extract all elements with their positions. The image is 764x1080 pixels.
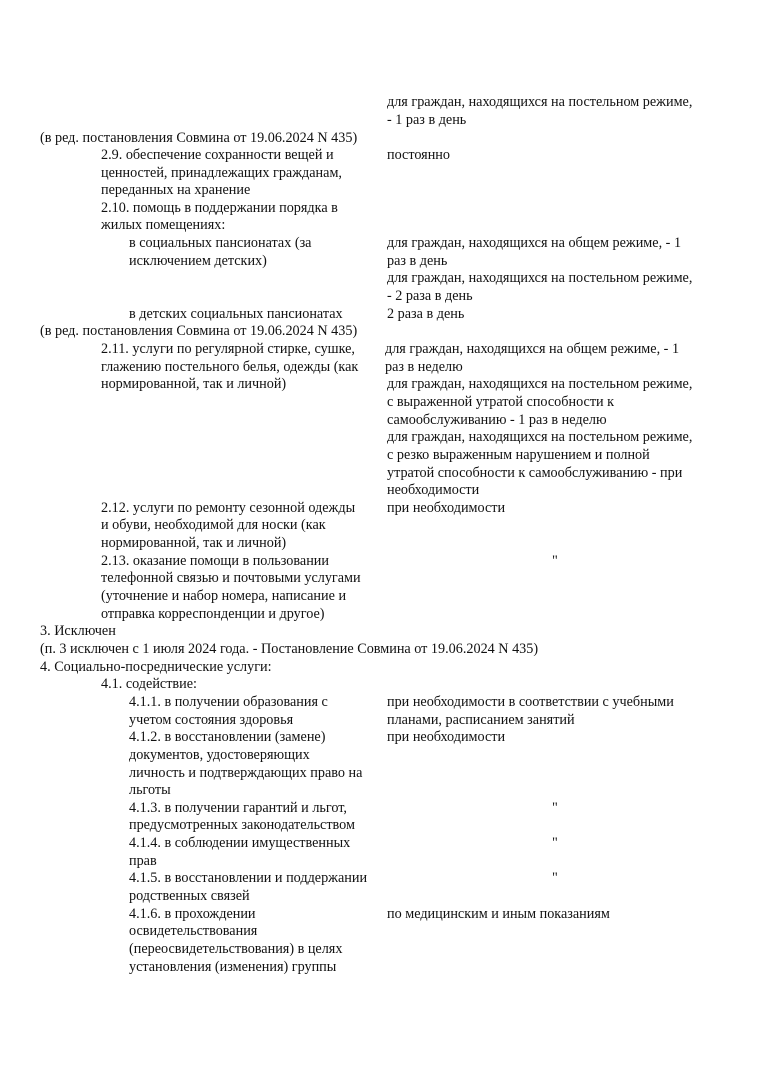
text-line: самообслуживанию - 1 раз в неделю [387,412,607,428]
text-line: переданных на хранение [101,182,251,198]
text-line: при необходимости в соответствии с учебными [387,694,674,710]
text-line: 4.1.4. в соблюдении имущественных [129,835,351,851]
text-line: 4.1.3. в получении гарантий и льгот, [129,800,347,816]
text-line: жилых помещениях: [101,217,226,233]
text-line: 2.13. оказание помощи в пользовании [101,553,329,569]
text-line: для граждан, находящихся на общем режиме, - 1 [385,341,680,357]
text-line: с резко выраженным нарушением и полной [387,447,650,463]
text-line: утратой способности к самообслуживанию - при [387,465,683,481]
text-line: родственных связей [129,888,250,904]
text-line: при необходимости [387,500,506,516]
ditto-mark: " [552,835,558,851]
edition-note: (в ред. постановления Совмина от 19.06.2024 N 435) [40,323,358,339]
text-line: для граждан, находящихся на постельном режиме, [387,270,693,286]
text-line: документов, удостоверяющих [129,747,310,763]
text-line: прав [129,853,157,869]
text-line: для граждан, находящихся на постельном режиме, [387,94,693,110]
text-line: 4.1. содействие: [101,676,197,692]
text-line: глажению постельного белья, одежды (как [101,359,359,375]
text-line: личность и подтверждающих право на [129,765,363,781]
text-line: льготы [129,782,171,798]
text-line: телефонной связью и почтовыми услугами [101,570,361,586]
text-line: предусмотренных законодательством [129,817,355,833]
text-line: раз в неделю [385,359,463,375]
text-line: по медицинским и иным показаниям [387,906,610,922]
text-line: 2.12. услуги по ремонту сезонной одежды [101,500,356,516]
text-line: и обуви, необходимой для носки (как [101,517,326,533]
text-line: освидетельствования [129,923,258,939]
text-line: 4.1.1. в получении образования с [129,694,328,710]
text-line: исключением детских) [129,253,267,269]
text-line: 4.1.6. в прохождении [129,906,256,922]
text-line: (уточнение и набор номера, написание и [101,588,347,604]
text-line: 2.11. услуги по регулярной стирке, сушке, [101,341,355,357]
text-line: с выраженной утратой способности к [387,394,615,410]
text-line: отправка корреспонденции и другое) [101,606,325,622]
ditto-mark: " [552,553,558,569]
text-line: (переосвидетельствования) в целях [129,941,343,957]
text-line: 4.1.2. в восстановлении (замене) [129,729,326,745]
text-line: 4.1.5. в восстановлении и поддержании [129,870,368,886]
ditto-mark: " [552,870,558,886]
text-line: для граждан, находящихся на постельном режиме, [387,376,693,392]
text-line: для граждан, находящихся на общем режиме, - 1 [387,235,682,251]
text-line: ценностей, принадлежащих гражданам, [101,165,342,181]
text-line: - 2 раза в день [387,288,473,304]
text-line: - 1 раз в день [387,112,467,128]
section-heading: 3. Исключен [40,623,116,639]
text-line: в детских социальных пансионатах [129,306,343,322]
text-line: в социальных пансионатах (за [129,235,312,251]
text-line: 2.10. помощь в поддержании порядка в [101,200,338,216]
text-line: учетом состояния здоровья [129,712,294,728]
text-line: раз в день [387,253,448,269]
edition-note: (п. 3 исключен с 1 июля 2024 года. - Постановление Совмина от 19.06.2024 N 435) [40,641,539,657]
text-line: 2 раза в день [387,306,465,322]
text-line: планами, расписанием занятий [387,712,575,728]
text-line: при необходимости [387,729,506,745]
text-line: необходимости [387,482,480,498]
text-line: нормированной, так и личной) [101,535,287,551]
text-line: постоянно [387,147,450,163]
edition-note: (в ред. постановления Совмина от 19.06.2024 N 435) [40,130,358,146]
text-line: нормированной, так и личной) [101,376,287,392]
text-line: для граждан, находящихся на постельном режиме, [387,429,693,445]
section-heading: 4. Социально-посреднические услуги: [40,659,272,675]
text-line: 2.9. обеспечение сохранности вещей и [101,147,334,163]
ditto-mark: " [552,800,558,816]
text-line: установления (изменения) группы [129,959,337,975]
